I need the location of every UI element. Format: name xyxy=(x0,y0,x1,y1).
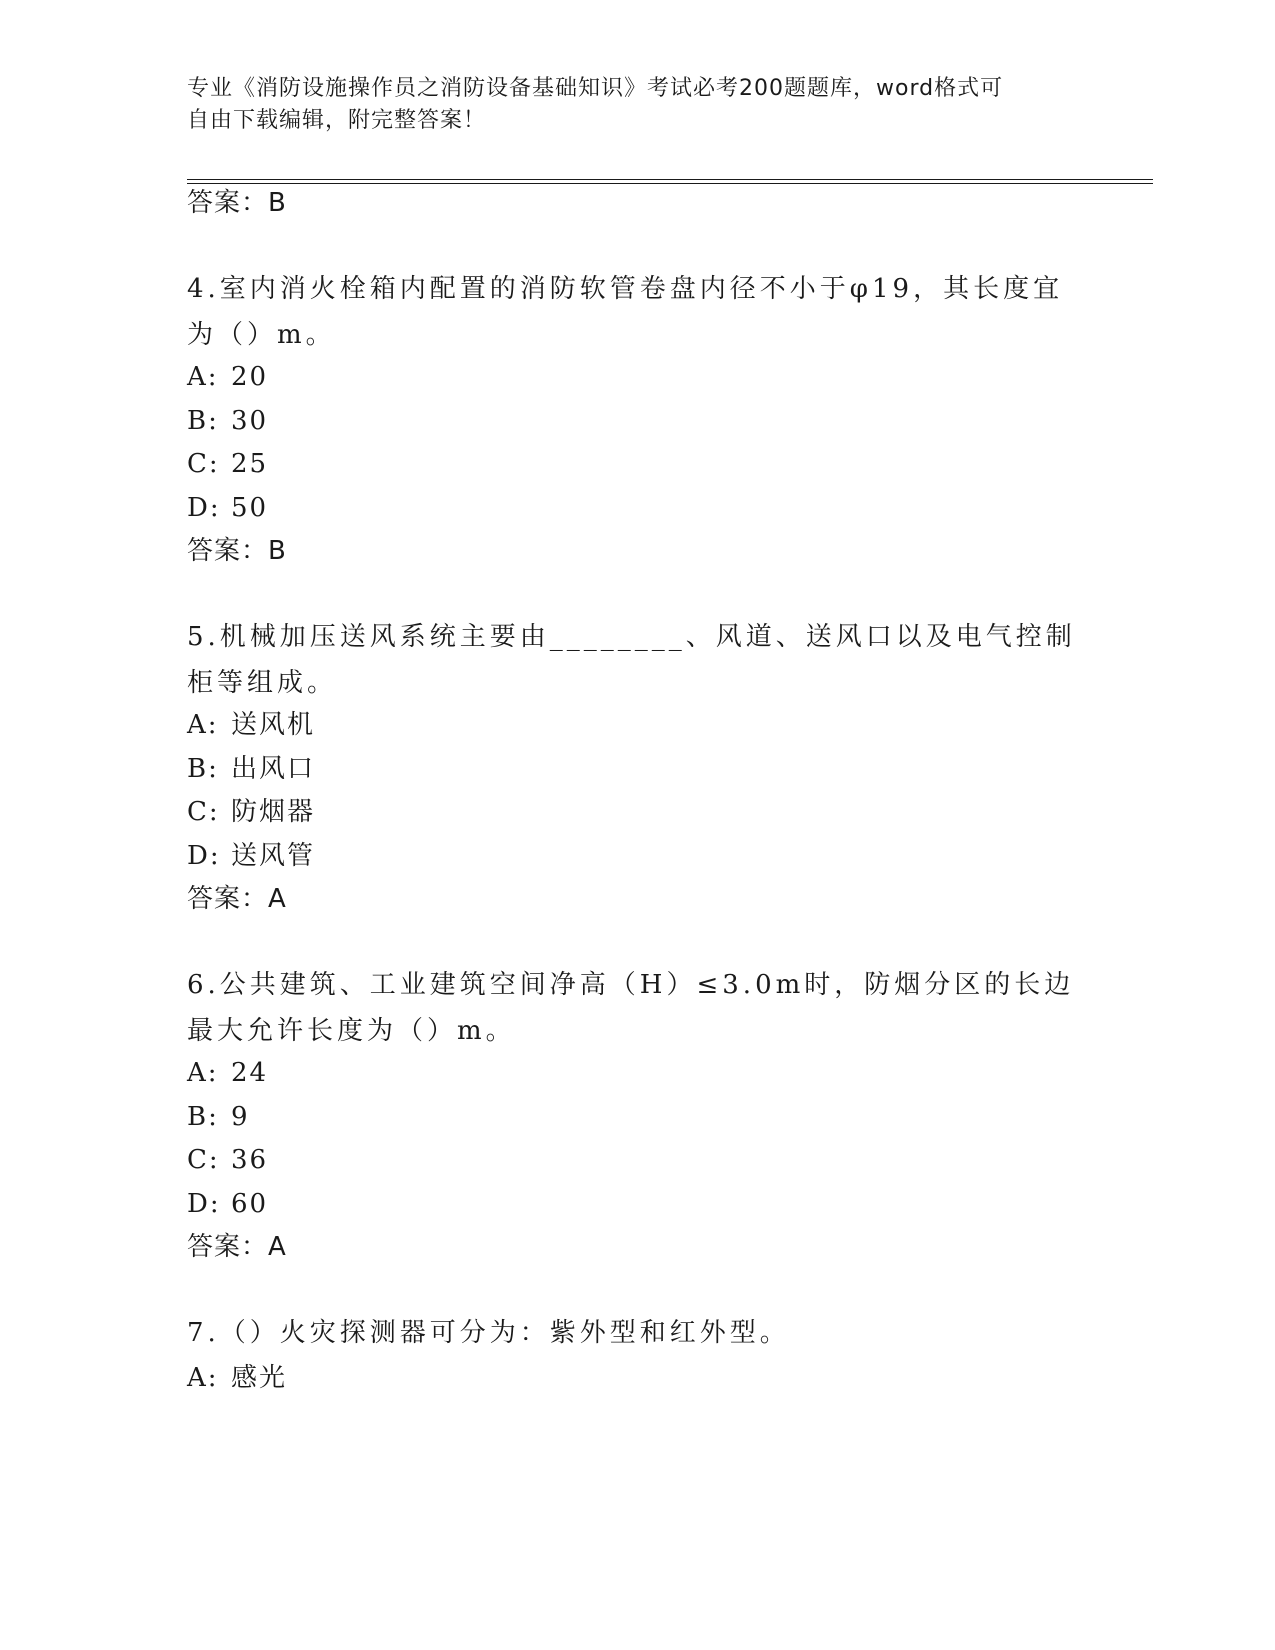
question-4-option-d xyxy=(187,491,268,525)
option-label: C: xyxy=(187,1145,220,1175)
question-5-option-b xyxy=(187,752,315,786)
option-value: 60 xyxy=(231,1189,269,1219)
option-label: D: xyxy=(187,1189,221,1219)
option-label: D: xyxy=(187,841,221,871)
option-label: A: xyxy=(187,1058,219,1088)
option-label: A: xyxy=(187,1363,219,1393)
option-label: B: xyxy=(187,406,219,436)
question-5-option-a xyxy=(187,708,315,742)
option-label: B: xyxy=(187,1102,219,1132)
question-7-text: 7.（）火灾探测器可分为：紫外型和红外型。 xyxy=(187,1318,790,1348)
option-label: A: xyxy=(187,710,219,740)
document-header xyxy=(187,73,1067,137)
option-value: 防烟器 xyxy=(231,797,316,827)
question-5-option-c xyxy=(187,795,315,829)
option-label: A: xyxy=(187,362,219,392)
question-7-option-a xyxy=(187,1361,287,1395)
question-4-text: 4.室内消火栓箱内配置的消防软管卷盘内径不小于φ19，其长度宜为（）m。 xyxy=(187,274,1064,350)
answer-previous: 答案：B xyxy=(187,188,287,218)
option-value: 25 xyxy=(231,449,269,479)
question-5-answer: 答案：A xyxy=(187,884,287,914)
option-value: 送风管 xyxy=(231,841,316,871)
question-4-option-b xyxy=(187,404,268,438)
header-divider-bottom xyxy=(187,183,1153,184)
option-value: 36 xyxy=(231,1145,269,1175)
question-4-option-c xyxy=(187,447,268,481)
header-divider-top xyxy=(187,179,1153,180)
option-label: B: xyxy=(187,754,219,784)
question-6-answer: 答案：A xyxy=(187,1232,287,1262)
question-5-text: 5.机械加压送风系统主要由________、风道、送风口以及电气控制柜等组成。 xyxy=(187,622,1076,698)
question-4-answer: 答案：B xyxy=(187,536,287,566)
question-6-option-c xyxy=(187,1143,268,1177)
question-6-text: 6.公共建筑、工业建筑空间净高（H）≤3.0m时，防烟分区的长边最大允许长度为（）m。 xyxy=(187,970,1075,1046)
option-label: D: xyxy=(187,493,221,523)
option-value: 24 xyxy=(231,1058,269,1088)
option-value: 感光 xyxy=(231,1363,288,1393)
option-value: 30 xyxy=(231,406,269,436)
option-value: 送风机 xyxy=(231,710,316,740)
header-line-2: 自由下载编辑，附完整答案！ xyxy=(187,108,487,133)
header-line-1: 专业《消防设施操作员之消防设备基础知识》考试必考200题题库，word格式可 xyxy=(187,76,1004,101)
question-4-option-a xyxy=(187,360,268,394)
option-value: 9 xyxy=(231,1102,250,1132)
option-value: 出风口 xyxy=(231,754,316,784)
question-6-option-d xyxy=(187,1187,268,1221)
question-6-option-b xyxy=(187,1100,250,1134)
option-label: C: xyxy=(187,797,220,827)
option-value: 50 xyxy=(231,493,269,523)
option-label: C: xyxy=(187,449,220,479)
question-5-option-d xyxy=(187,839,315,873)
option-value: 20 xyxy=(231,362,269,392)
question-6-option-a xyxy=(187,1056,268,1090)
